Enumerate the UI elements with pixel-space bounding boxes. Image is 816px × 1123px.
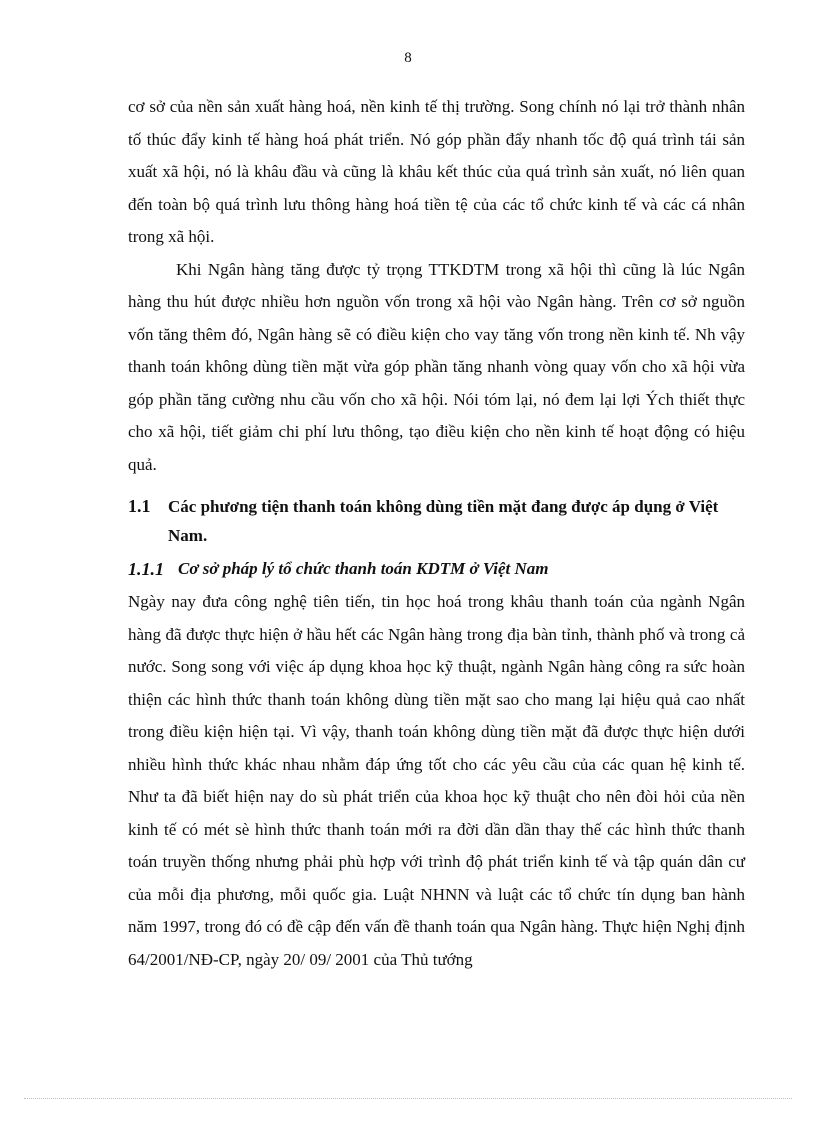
section-title: Các phương tiện thanh toán không dùng tiền mặt đang được áp dụng ở Việt Nam. xyxy=(168,497,719,545)
subsection-number: 1.1.1 xyxy=(128,559,164,579)
subsection-title: Cơ sở pháp lý tổ chức thanh toán KDTM ở Việt Nam xyxy=(178,559,549,578)
paragraph-continuation: cơ sở của nền sản xuất hàng hoá, nền kinh tế thị trường. Song chính nó lại trở thành nhân tố thúc đẩy kinh tế hàng hoá phát triển. Nó góp phần đẩy nhanh tốc độ quá trình tái sản xuất xã hội, nó là khâu đầu và cũng là khâu kết thúc của quá trình sản xuất, nó liên quan đến toàn bộ quá trình lưu thông hàng hoá tiền tệ của các tổ chức kinh tế và các cá nhân trong xã hội. xyxy=(128,97,745,246)
subsection-heading-1-1-1 xyxy=(128,552,745,586)
document-body xyxy=(128,91,745,976)
section-number: 1.1 xyxy=(128,496,151,516)
section-heading-1-1 xyxy=(128,492,745,550)
page-bottom-divider xyxy=(24,1098,792,1099)
page-number: 8 xyxy=(404,50,412,66)
paragraph-ttkdtm: Khi Ngân hàng tăng được tỷ trọng TTKDTM trong xã hội thì cũng là lúc Ngân hàng thu hút được nhiều hơn nguồn vốn trong xã hội vào Ngân hàng. Trên cơ sở nguồn vốn tăng thêm đó, Ngân hàng sẽ có điều kiện cho vay tăng vốn trong nền kinh tế. Nh vậy thanh toán không dùng tiền mặt vừa góp phần tăng nhanh vòng quay vốn cho xã hội vừa góp phần tăng cường nhu cầu vốn cho xã hội. Nói tóm lại, nó đem lại lợi Ých thiết thực cho xã hội, tiết giảm chi phí lưu thông, tạo điều kiện cho nền kinh tế hoạt động có hiệu quả. xyxy=(128,259,745,474)
paragraph-legal-basis: Ngày nay đưa công nghệ tiên tiến, tin học hoá trong khâu thanh toán của ngành Ngân hàng đã được thực hiện ở hầu hết các Ngân hàng trong địa bàn tỉnh, thành phố và trong cả nước. Song song với việc áp dụng khoa học kỹ thuật, ngành Ngân hàng công ra sức hoàn thiện các hình thức thanh toán không dùng tiền mặt sao cho mang lại hiệu quả cao nhất trong điều kiện hiện tại. Vì vậy, thanh toán không dùng tiền mặt đã được thực hiện dưới nhiều hình thức khác nhau nhằm đáp ứng tốt cho các yêu cầu của các quan hệ kinh tế. Như ta đã biết hiện nay do sù phát triển của khoa học kỹ thuật cho nên đòi hỏi của nền kinh tế có mét sè hình thức thanh toán mới ra đời dần dần thay thế các hình thức thanh toán truyền thống nhưng phải phù hợp với trình độ phát triển kinh tế và tập quán dân cư của mỗi địa phương, mỗi quốc gia. Luật NHNN và luật các tổ chức tín dụng ban hành năm 1997, trong đó có đề cập đến vấn đề thanh toán qua Ngân hàng. Thực hiện Nghị định 64/2001/NĐ-CP, ngày 20/ 09/ 2001 của Thủ tướng xyxy=(128,592,745,969)
